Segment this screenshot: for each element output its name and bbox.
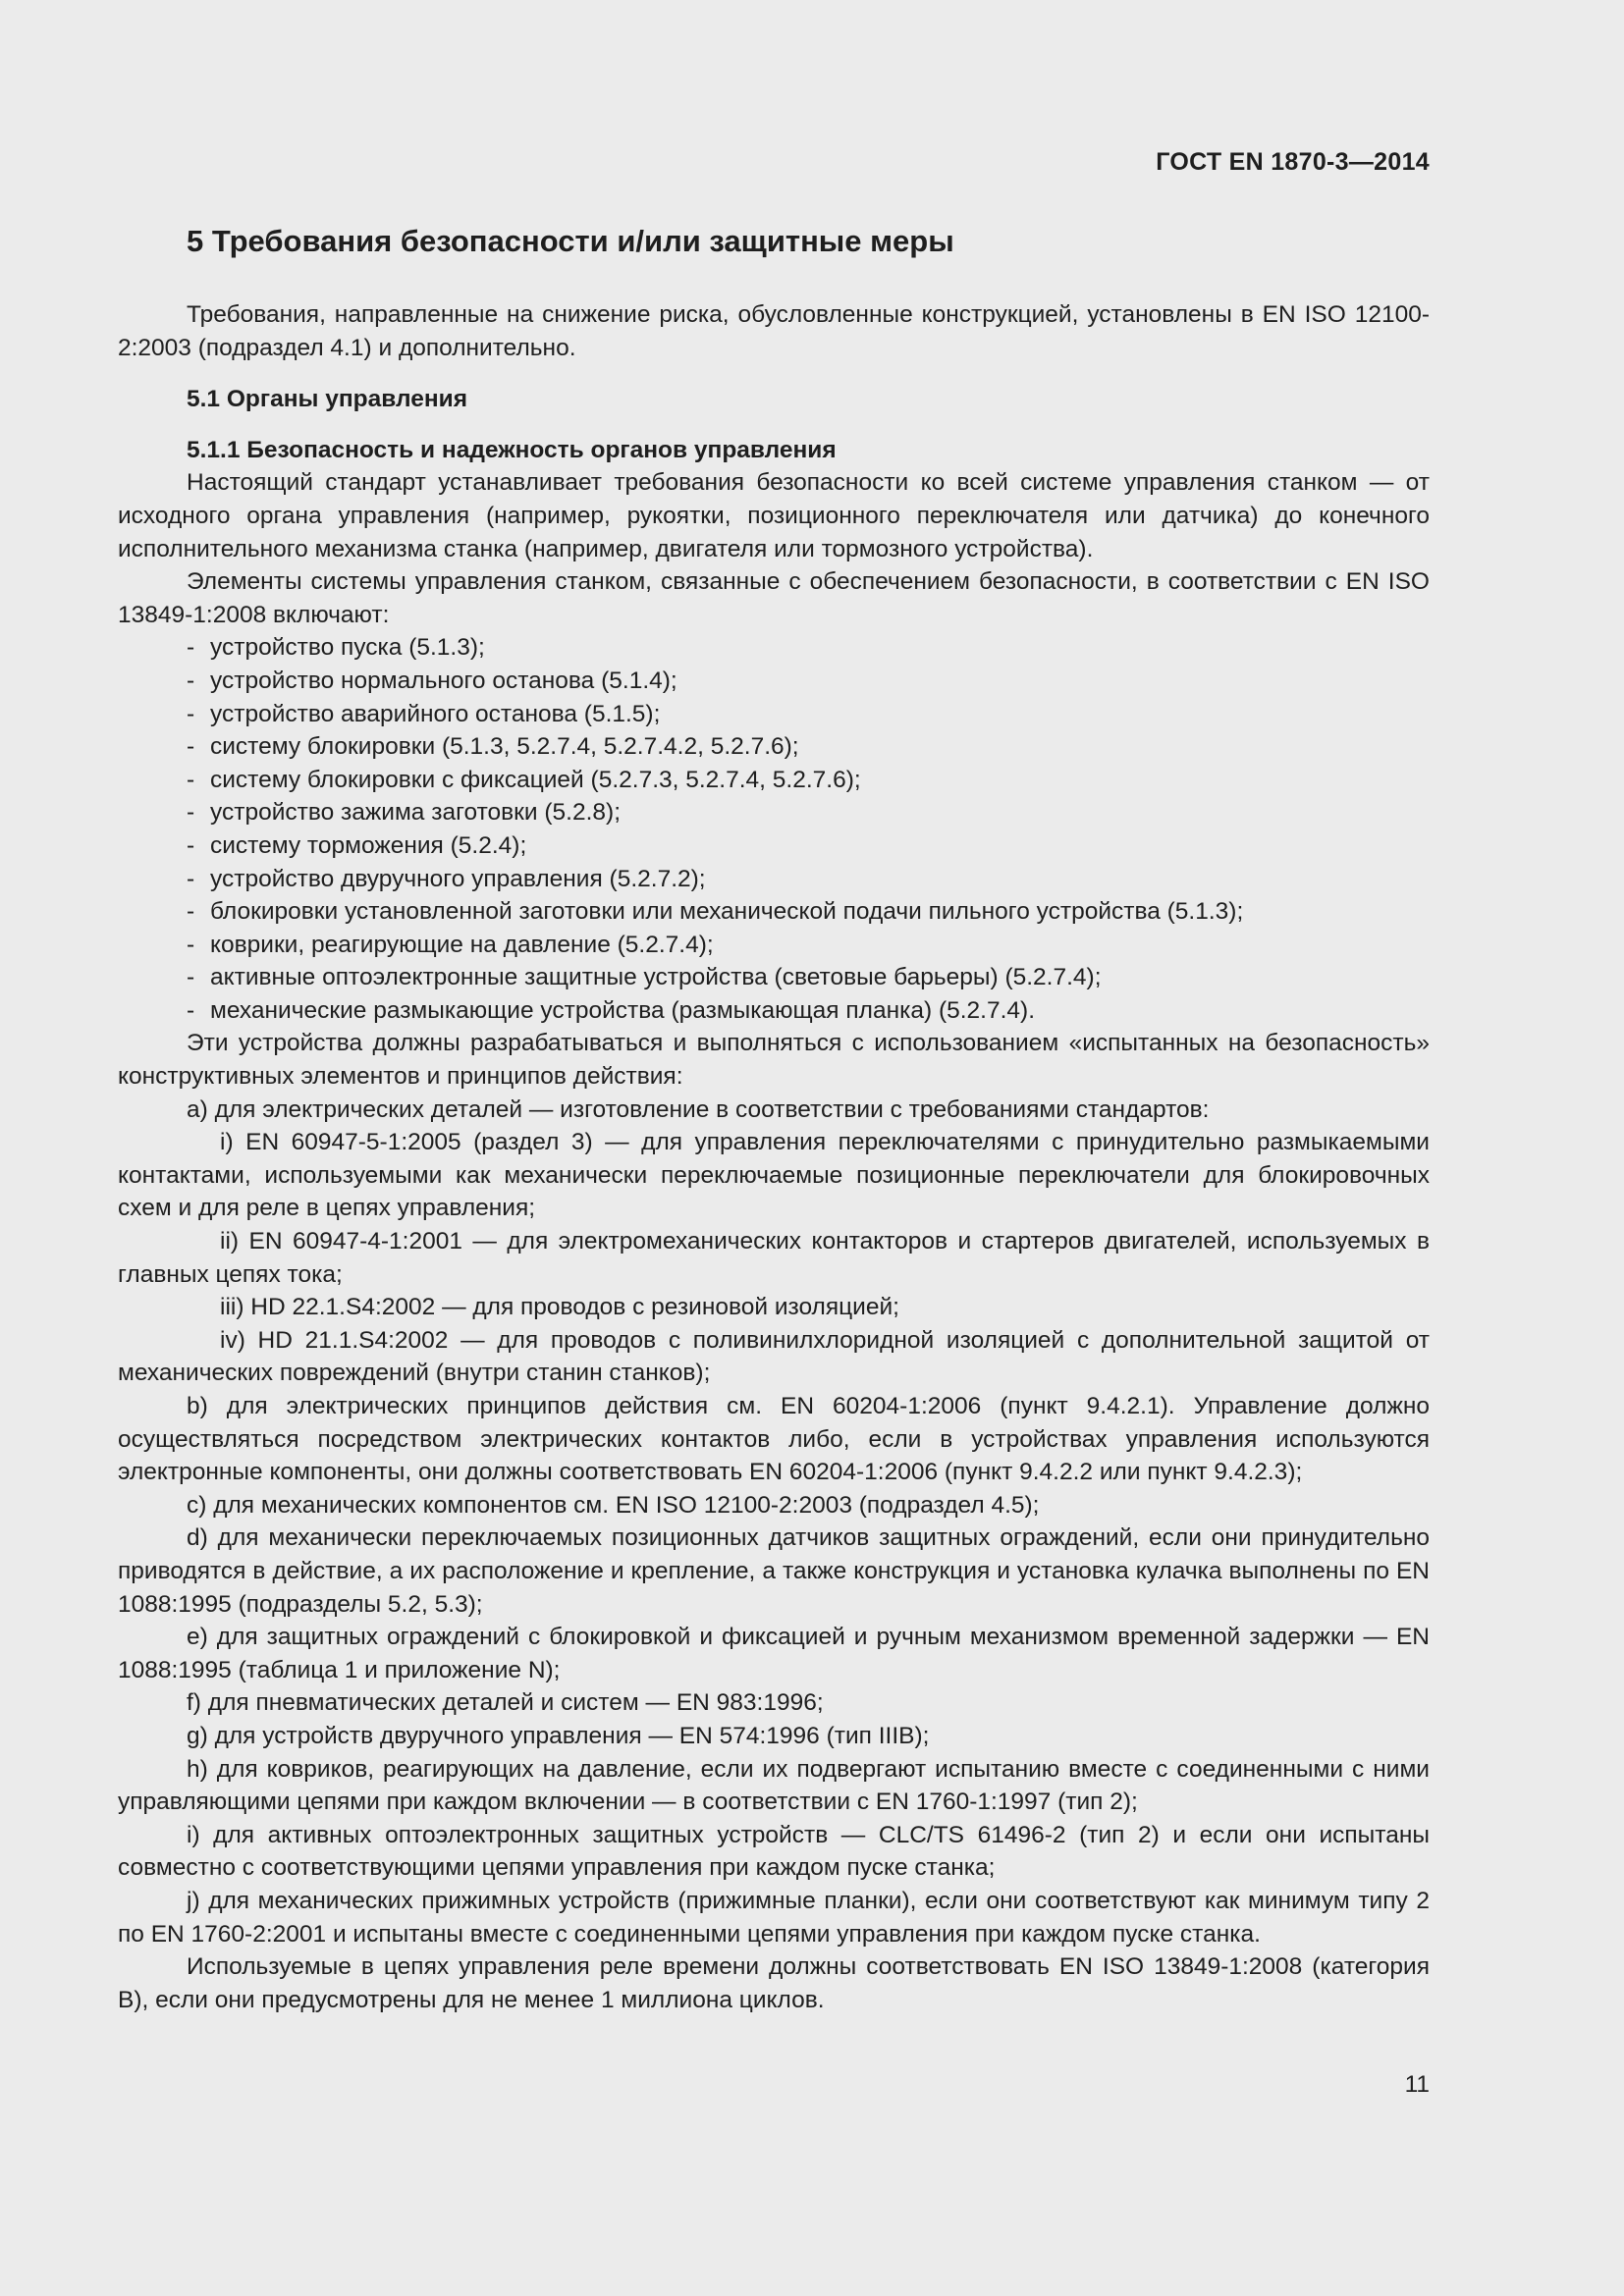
list-item: - систему торможения (5.2.4); <box>187 829 1430 863</box>
list-item: - устройство аварийного останова (5.1.5); <box>187 698 1430 731</box>
page-number: 11 <box>1404 2071 1430 2098</box>
list-item: - устройство двуручного управления (5.2.7.2); <box>187 863 1430 896</box>
item-h: h) для ковриков, реагирующих на давление, если их подвергают испытанию вместе с соединенными с ними управляющими цепями при каждом включении — в соответствии с EN 1760-1:1997 (тип 2); <box>118 1755 1430 1816</box>
item-a: а) для электрических деталей — изготовление в соответствии с требованиями стандартов: <box>187 1095 1210 1123</box>
paragraph-devices: Эти устройства должны разрабатываться и выполняться с использованием «испытанных на безопасность» конструктивных элементов и принципов действия: <box>118 1030 1430 1091</box>
paragraph-elements: Элементы системы управления станком, связанные с обеспечением безопасности, в соответствии с EN ISO 13849-1:2008 включают: <box>118 568 1430 628</box>
list-item: - механические размыкающие устройства (размыкающая планка) (5.2.7.4). <box>187 994 1430 1028</box>
item-f: f) для пневматических деталей и систем — EN 983:1996; <box>187 1689 824 1717</box>
list-item: - активные оптоэлектронные защитные устройства (световые барьеры) (5.2.7.4); <box>187 961 1430 994</box>
section-5-intro: Требования, направленные на снижение риска, обусловленные конструкцией, установлены в EN ISO 12100-2:2003 (подраздел 4.1) и дополнительно. <box>118 301 1430 361</box>
list-item: - систему блокировки с фиксацией (5.2.7.3, 5.2.7.4, 5.2.7.6); <box>187 764 1430 797</box>
item-i: i) для активных оптоэлектронных защитных устройств — CLC/TS 61496-2 (тип 2) и если они испытаны совместно с соответствующими цепями управления при каждом пуске станка; <box>118 1821 1430 1882</box>
list-item: - систему блокировки (5.1.3, 5.2.7.4, 5.2.7.4.2, 5.2.7.6); <box>187 730 1430 764</box>
safety-elements-list <box>118 631 1430 1027</box>
item-b: b) для электрических принципов действия см. EN 60204-1:2006 (пункт 9.4.2.1). Управление должно осуществляться посредством электрических контактов либо, если в устройствах управления используются электронные компоненты, они должны соответствовать EN 60204-1:2006 (пункт 9.4.2.2 или пункт 9.4.2.3); <box>118 1393 1430 1486</box>
item-d: d) для механически переключаемых позиционных датчиков защитных ограждений, если они принудительно приводятся в действие, а их расположение и крепление, а также конструкция и установка кулачка выполнены по EN 1088:1995 (подразделы 5.2, 5.3); <box>118 1524 1430 1618</box>
document-code-header: ГОСТ EN 1870-3—2014 <box>1156 148 1430 176</box>
list-item: - коврики, реагирующие на давление (5.2.7.4); <box>187 929 1430 962</box>
item-a-iii: iii) HD 22.1.S4:2002 — для проводов с резиновой изоляцией; <box>220 1294 899 1321</box>
item-e: e) для защитных ограждений с блокировкой и фиксацией и ручным механизмом временной задержки — EN 1088:1995 (таблица 1 и приложение N); <box>118 1624 1430 1683</box>
item-a-iv: iv) HD 21.1.S4:2002 — для проводов с поливинилхлоридной изоляцией с дополнительной защитой от механических повреждений (внутри станин станков); <box>118 1326 1430 1387</box>
list-item: - устройство нормального останова (5.1.4); <box>187 665 1430 698</box>
subsection-5-1-1-title: 5.1.1 Безопасность и надежность органов управления <box>187 436 837 463</box>
subsection-5-1-title: 5.1 Органы управления <box>187 386 468 413</box>
paragraph-time-relays: Используемые в цепях управления реле времени должны соответствовать EN ISO 13849-1:2008 (категория B), если они предусмотрены для не менее 1 миллиона циклов. <box>118 1953 1430 2013</box>
list-item: - блокировки установленной заготовки или механической подачи пильного устройства (5.1.3); <box>187 895 1430 929</box>
item-a-i: i) EN 60947-5-1:2005 (раздел 3) — для управления переключателями с принудительно размыкаемыми контактами, используемыми как механически переключаемые позиционные переключатели для блокировочных схем и для реле в цепях управления; <box>118 1129 1430 1222</box>
document-body <box>118 222 1430 2016</box>
list-item: - устройство зажима заготовки (5.2.8); <box>187 796 1430 829</box>
list-item: - устройство пуска (5.1.3); <box>187 631 1430 665</box>
section-5-title: 5 Требования безопасности и/или защитные меры <box>187 224 954 258</box>
item-j: j) для механических прижимных устройств (прижимные планки), если они соответствуют как минимум типу 2 по EN 1760-2:2001 и испытаны вместе с соединенными цепями управления при каждом пуске станка. <box>118 1887 1430 1948</box>
item-a-ii: ii) EN 60947-4-1:2001 — для электромеханических контакторов и стартеров двигателей, используемых в главных цепях тока; <box>118 1228 1430 1288</box>
paragraph-scope: Настоящий стандарт устанавливает требования безопасности ко всей системе управления станком — от исходного органа управления (например, рукоятки, позиционного переключателя или датчика) до конечного исполнительного механизма станка (например, двигателя или тормозного устройства). <box>118 469 1430 562</box>
item-g: g) для устройств двуручного управления — EN 574:1996 (тип IIIB); <box>187 1722 930 1749</box>
item-c: c) для механических компонентов см. EN ISO 12100-2:2003 (подраздел 4.5); <box>187 1491 1040 1519</box>
